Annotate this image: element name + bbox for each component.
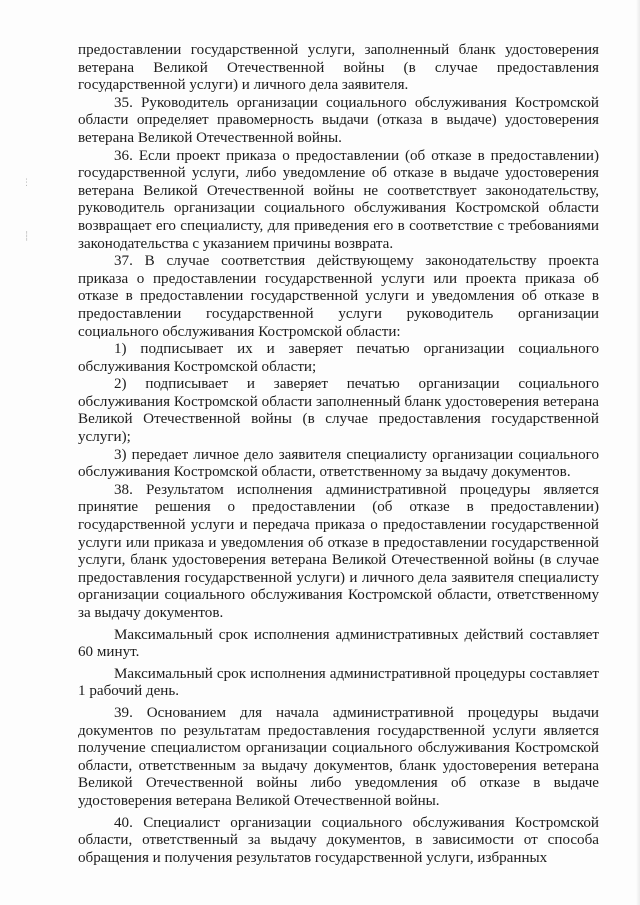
paragraph-35: 35. Руководитель организации социального обслуживания Костромской области определяет правомерность выдачи (отказа в выдаче) удостоверения ветерана Великой Отечественной войны. <box>78 94 599 146</box>
max-time-actions: Максимальный срок исполнения административных действий составляет 60 минут. <box>78 626 599 661</box>
scan-artifact: ⋮ <box>22 178 31 188</box>
scan-artifact: ┆ <box>24 232 30 242</box>
list-item-3: 3) передает личное дело заявителя специалисту организации социального обслуживания Костромской области, ответственному за выдачу документов. <box>78 446 599 481</box>
document-body <box>78 42 599 867</box>
list-item-1: 1) подписывает их и заверяет печатью организации социального обслуживания Костромской области; <box>78 341 599 375</box>
page-edge <box>636 0 640 905</box>
max-time-procedure: Максимальный срок исполнения административной процедуры составляет 1 рабочий день. <box>78 665 599 700</box>
paragraph-36: 36. Если проект приказа о предоставлении (об отказе в предоставлении) государственной услуги, либо уведомление об отказе в выдаче удостоверения ветерана Великой Отечественной войны не соответствует законодательству, руководитель организации социального обслуживания Костромской области возвращает его специалисту, для приведения его в соответствие с требованиями законодательства с указанием причины возврата. <box>78 147 599 252</box>
paragraph-40: 40. Специалист организации социального обслуживания Костромской области, ответственный за выдачу документов, в зависимости от способа обращения и получения результатов государственной услуги, избранных <box>78 814 599 866</box>
paragraph-38: 38. Результатом исполнения административной процедуры является принятие решения о предоставлении (об отказе в предоставлении) государственной услуги и передача приказа о предоставлении государственной услуги или приказа и уведомления об отказе в предоставлении государственной услуги, бланк удостоверения ветерана Великой Отечественной войны (в случае предоставления государственной услуги) и личного дела заявителя специалисту организации социального обслуживания Костромской области, ответственному за выдачу документов. <box>78 481 599 621</box>
paragraph-37: 37. В случае соответствия действующему законодательству проекта приказа о предоставлении государственной услуги или проекта приказа об отказе в предоставлении государственной услуги и уведомления об отказе в предоставлении государственной услуги руководитель организации социального обслуживания Костромской области: <box>78 253 599 340</box>
list-item-2: 2) подписывает и заверяет печатью организации социального обслуживания Костромской области заполненный бланк удостоверения ветерана Великой Отечественной войны (в случае предоставления государственной услуги); <box>78 376 599 446</box>
paragraph-continuation: предоставлении государственной услуги, заполненный бланк удостоверения ветерана Великой Отечественной войны (в случае предоставления государственной услуги) и личного дела заявителя. <box>78 42 599 94</box>
paragraph-39: 39. Основанием для начала административной процедуры выдачи документов по результатам предоставления государственной услуги является получение специалистом организации социального обслуживания Костромской области, ответственным за выдачу документов, бланк удостоверения ветерана Великой Отечественной войны либо уведомления об отказе в выдаче удостоверения ветерана Великой Отечественной войны. <box>78 704 599 809</box>
